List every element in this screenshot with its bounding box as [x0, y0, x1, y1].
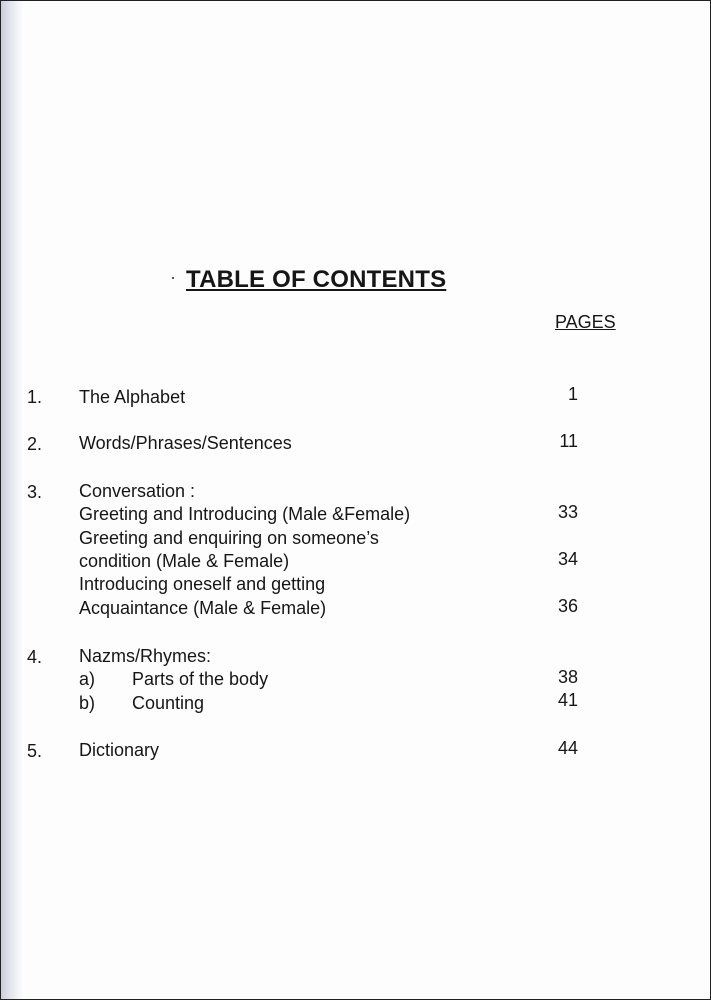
entry-5-number: 5.	[27, 741, 43, 761]
entry-1-page: 1	[567, 384, 578, 404]
entry-4-sub-b-page: 41	[557, 690, 578, 710]
page-edge-shadow	[1, 1, 23, 999]
entry-4-sub-b-letter: b)	[79, 693, 96, 713]
page-title: TABLE OF CONTENTS	[186, 266, 447, 293]
pages-column-heading: PAGES	[555, 312, 616, 332]
entry-2-page: 11	[559, 431, 578, 451]
entry-4-sub-a-label: Parts of the body	[132, 669, 269, 689]
entry-3-sub-3-line-1: Introducing oneself and getting	[79, 574, 326, 594]
scan-speck	[172, 277, 174, 279]
entry-2-number: 2.	[27, 434, 43, 454]
entry-4-label: Nazms/Rhymes:	[79, 646, 212, 666]
entry-2-label: Words/Phrases/Sentences	[79, 433, 292, 453]
entry-3-sub-3-line-2: Acquaintance (Male & Female)	[79, 598, 327, 618]
entry-3-sub-1-label: Greeting and Introducing (Male &Female)	[79, 504, 411, 524]
entry-3-sub-2-line-1: Greeting and enquiring on someone’s	[79, 528, 379, 548]
entry-1-number: 1.	[27, 387, 43, 407]
entry-5-page: 44	[557, 738, 578, 758]
entry-3-sub-3-page: 36	[557, 596, 578, 616]
entry-3-number: 3.	[27, 482, 43, 502]
entry-5-label: Dictionary	[79, 740, 160, 760]
entry-3-label: Conversation :	[79, 481, 196, 501]
entry-3-sub-2-page: 34	[557, 549, 578, 569]
entry-4-sub-a-page: 38	[557, 667, 578, 687]
entry-3-sub-1-page: 33	[557, 502, 578, 522]
entry-1-label: The Alphabet	[79, 387, 186, 407]
entry-3-sub-2-line-2: condition (Male & Female)	[79, 551, 290, 571]
entry-4-sub-b-label: Counting	[132, 693, 205, 713]
entry-4-number: 4.	[27, 647, 43, 667]
entry-4-sub-a-letter: a)	[79, 669, 96, 689]
